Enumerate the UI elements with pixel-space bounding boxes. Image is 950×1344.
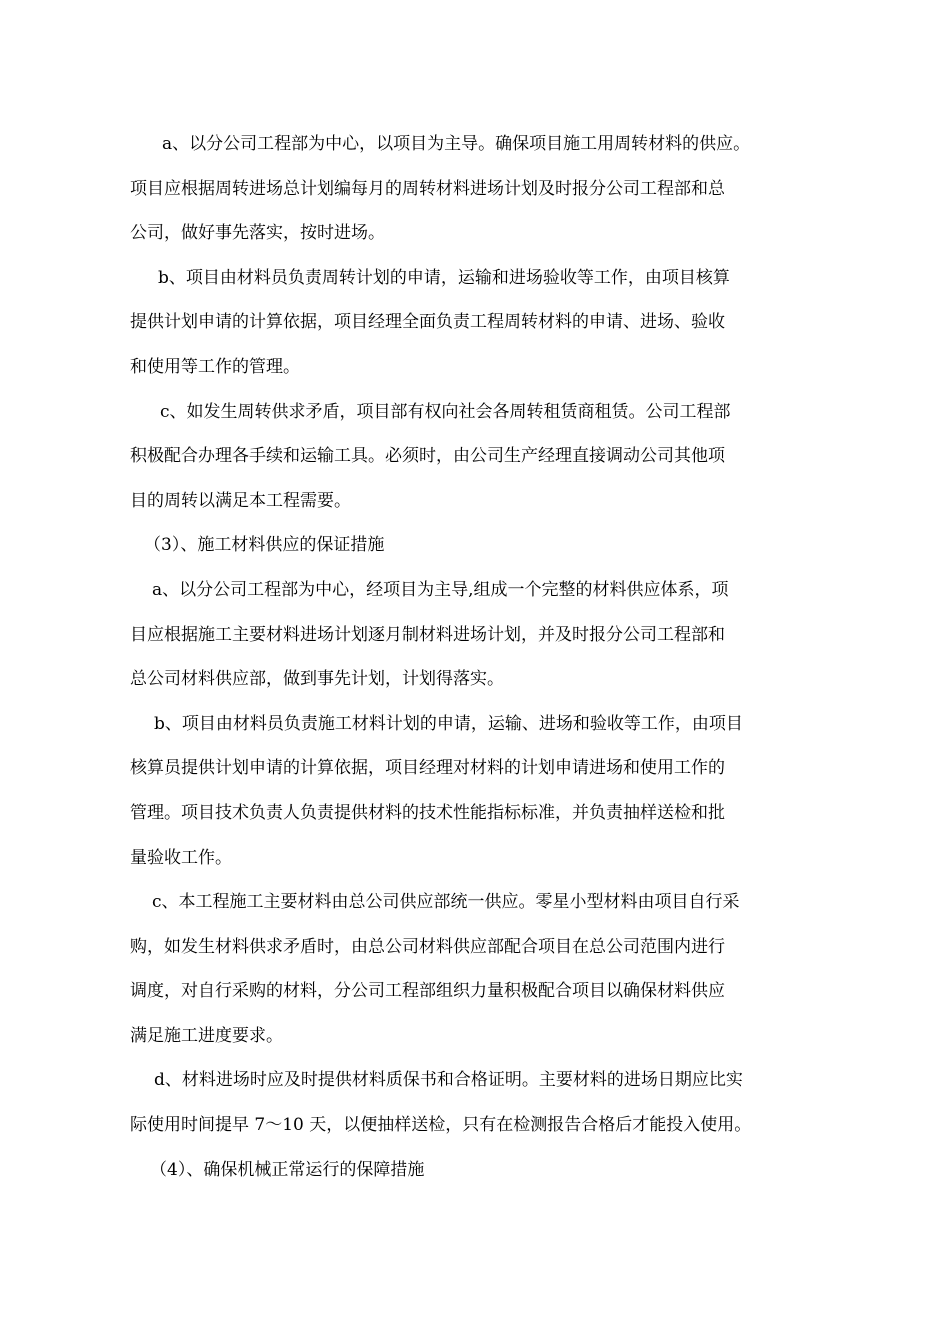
paragraph-turnover-supply-c (130, 390, 820, 524)
text-line: 际使用时间提早 7～10 天，以便抽样送检，只有在检测报告合格后才能投入使用。 (130, 1115, 752, 1136)
document-body (130, 122, 820, 1192)
text-line: 积极配合办理各手续和运输工具。必须时，由公司生产经理直接调动公司其他项 (130, 446, 725, 467)
text-line: 购，如发生材料供求矛盾时，由总公司材料供应部配合项目在总公司范围内进行 (130, 936, 725, 957)
text-line: 和使用等工作的管理。 (130, 356, 300, 377)
text-line: 目应根据施工主要材料进场计划逐月制材料进场计划，并及时报分公司工程部和 (130, 624, 725, 645)
text-line: a、以分公司工程部为中心，以项目为主导。确保项目施工用周转材料的供应。 (162, 134, 751, 154)
text-line: 管理。项目技术负责人负责提供材料的技术性能指标标准，并负责抽样送检和批 (130, 802, 725, 823)
text-line: 提供计划申请的计算依据，项目经理全面负责工程周转材料的申请、进场、验收 (130, 312, 725, 333)
text-line: 项目应根据周转进场总计划编每月的周转材料进场计划及时报分公司工程部和总 (130, 178, 725, 199)
text-line: c、本工程施工主要材料由总公司供应部统一供应。零星小型材料由项目自行采 (152, 892, 740, 913)
paragraph-material-supply-d (130, 1058, 820, 1147)
paragraph-material-supply-c (130, 880, 820, 1058)
section-heading-4 (130, 1148, 820, 1193)
text-line: 调度，对自行采购的材料，分公司工程部组织力量积极配合项目以确保材料供应 (130, 981, 725, 1002)
text-line: 满足施工进度要求。 (130, 1025, 283, 1046)
text-line: （4）、确保机械正常运行的保障措施 (150, 1159, 425, 1180)
text-line: 核算员提供计划申请的计算依据，项目经理对材料的计划申请进场和使用工作的 (130, 758, 725, 779)
paragraph-turnover-supply-a (130, 122, 820, 256)
text-line: 总公司材料供应部，做到事先计划，计划得落实。 (130, 669, 504, 690)
text-line: 公司，做好事先落实，按时进场。 (130, 223, 385, 244)
section-heading-3 (130, 523, 820, 568)
text-line: b、项目由材料员负责施工材料计划的申请，运输、进场和验收等工作，由项目 (154, 713, 743, 734)
text-line: 目的周转以满足本工程需要。 (130, 490, 351, 511)
text-line: 量验收工作。 (130, 847, 232, 868)
text-line: b、项目由材料员负责周转计划的申请，运输和进场验收等工作，由项目核算 (158, 267, 730, 288)
paragraph-turnover-supply-b (130, 256, 820, 390)
text-line: c、如发生周转供求矛盾，项目部有权向社会各周转租赁商租赁。公司工程部 (160, 401, 731, 422)
text-line: d、材料进场时应及时提供材料质保书和合格证明。主要材料的进场日期应比实 (154, 1070, 743, 1091)
paragraph-material-supply-a (130, 568, 820, 702)
paragraph-material-supply-b (130, 702, 820, 880)
text-line: （3）、施工材料供应的保证措施 (144, 535, 385, 556)
text-line: a、以分公司工程部为中心，经项目为主导,组成一个完整的材料供应体系，项 (152, 579, 729, 600)
